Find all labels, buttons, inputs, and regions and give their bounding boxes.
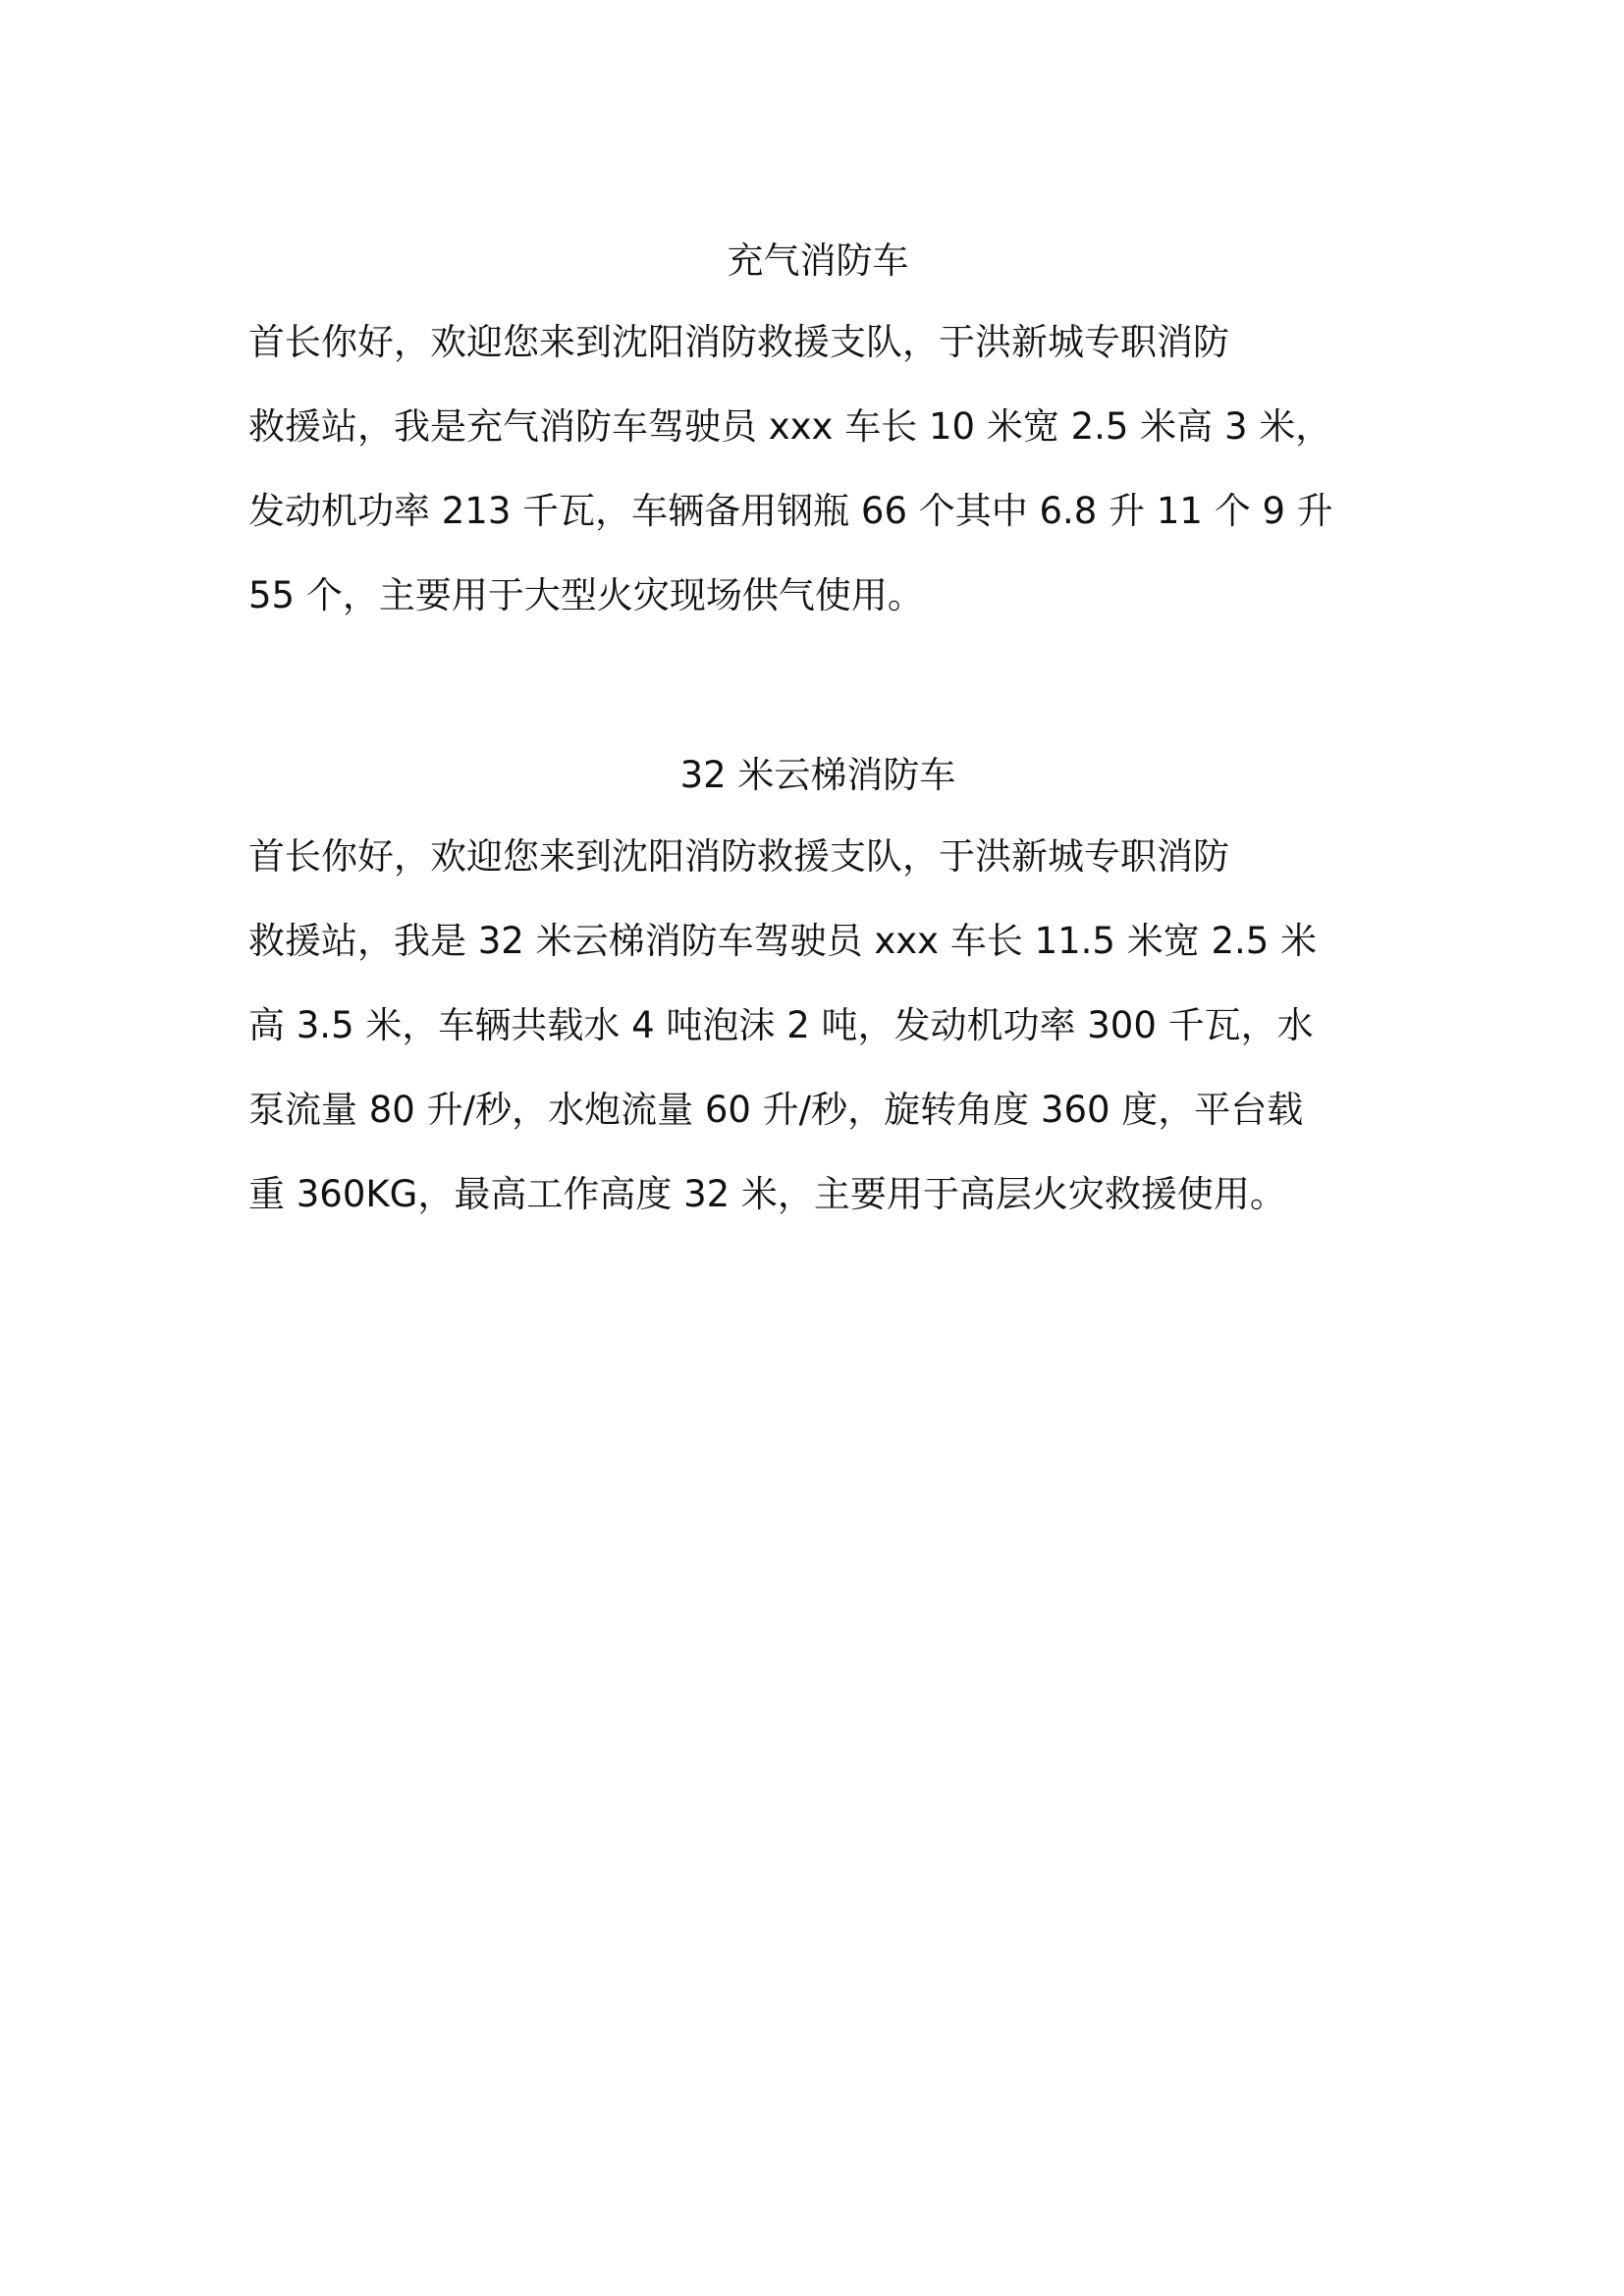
paragraph-line: 首长你好，欢迎您来到沈阳消防救援支队，于洪新城专职消防: [248, 321, 1229, 363]
section-aerial-ladder-fire-truck: [248, 746, 1387, 1237]
paragraph-line: 重 360KG，最高工作高度 32 米，主要用于高层火灾救援使用。: [248, 1173, 1286, 1215]
paragraph-line: 发动机功率 213 千瓦，车辆备用钢瓶 66 个其中 6.8 升 11 个 9 升: [248, 490, 1333, 532]
paragraph-line: 泵流量 80 升/秒，水炮流量 60 升/秒，旋转角度 360 度，平台载: [248, 1089, 1304, 1131]
paragraph-line: 救援站，我是充气消防车驾驶员 xxx 车长 10 米宽 2.5 米高 3 米，: [248, 405, 1332, 448]
section-heading: 32 米云梯消防车: [679, 754, 956, 796]
paragraph-line: 首长你好，欢迎您来到沈阳消防救援支队，于洪新城专职消防: [248, 835, 1229, 878]
section-paragraph: [248, 815, 1387, 1237]
paragraph-line: 高 3.5 米，车辆共载水 4 吨泡沫 2 吨，发动机功率 300 千瓦，水: [248, 1004, 1314, 1046]
section-heading: 充气消防车: [727, 240, 909, 282]
section-paragraph: [248, 300, 1387, 638]
paragraph-line: 救援站，我是 32 米云梯消防车驾驶员 xxx 车长 11.5 米宽 2.5 米: [248, 920, 1318, 962]
section-inflation-fire-truck: [248, 232, 1387, 638]
paragraph-line: 55 个，主要用于大型火灾现场供气使用。: [248, 574, 924, 616]
